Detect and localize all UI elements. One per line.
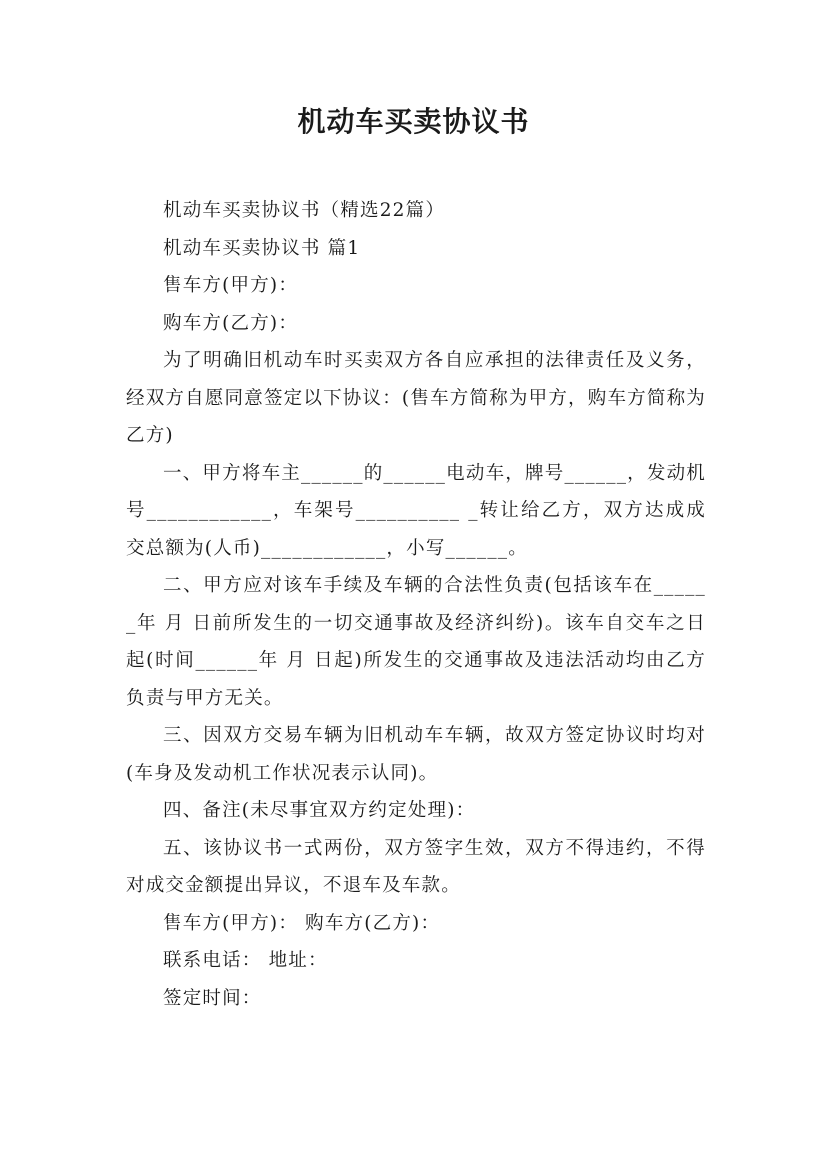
document-title: 机动车买卖协议书: [297, 105, 530, 138]
paragraph-contact: 联系电话： 地址：: [163, 950, 328, 971]
paragraph-heading: 机动车买卖协议书（精选22篇）: [163, 200, 446, 221]
paragraph-sign-date: 签定时间：: [163, 987, 262, 1009]
paragraph-seller: 售车方(甲方)：: [163, 275, 299, 296]
paragraph-buyer: 购车方(乙方)：: [163, 312, 299, 334]
document-body: [126, 192, 706, 1017]
paragraph-signatures: 售车方(甲方)： 购车方(乙方)：: [163, 912, 441, 934]
paragraph-clause-3: 三、因双方交易车辆为旧机动车车辆，故双方签定协议时均对(车身及发动机工作状况表示认同)。: [126, 725, 706, 784]
paragraph-clause-5: 五、该协议书一式两份，双方签字生效，双方不得违约，不得对成交金额提出异议，不退车及车款。: [126, 837, 706, 896]
paragraph-clause-1: 一、甲方将车主______的______电动车，牌号______，发动机号____________，车架号__________ _转让给乙方，双方达成成交总额为(人币)____________，小写______。: [126, 462, 706, 559]
paragraph-preamble: 为了明确旧机动车时买卖双方各自应承担的法律责任及义务，经双方自愿同意签定以下协议：(售车方简称为甲方，购车方简称为乙方): [126, 350, 706, 446]
paragraph-clause-4: 四、备注(未尽事宜双方约定处理)：: [163, 800, 476, 821]
paragraph-clause-2: 二、甲方应对该车手续及车辆的合法性负责(包括该车在______年 月 日前所发生的一切交通事故及经济纠纷)。该车自交车之日起(时间______年 月 日起)所发生的交通事故及违法活动均由乙方负责与甲方无关。: [126, 575, 706, 709]
paragraph-section-title: 机动车买卖协议书 篇1: [163, 237, 361, 259]
